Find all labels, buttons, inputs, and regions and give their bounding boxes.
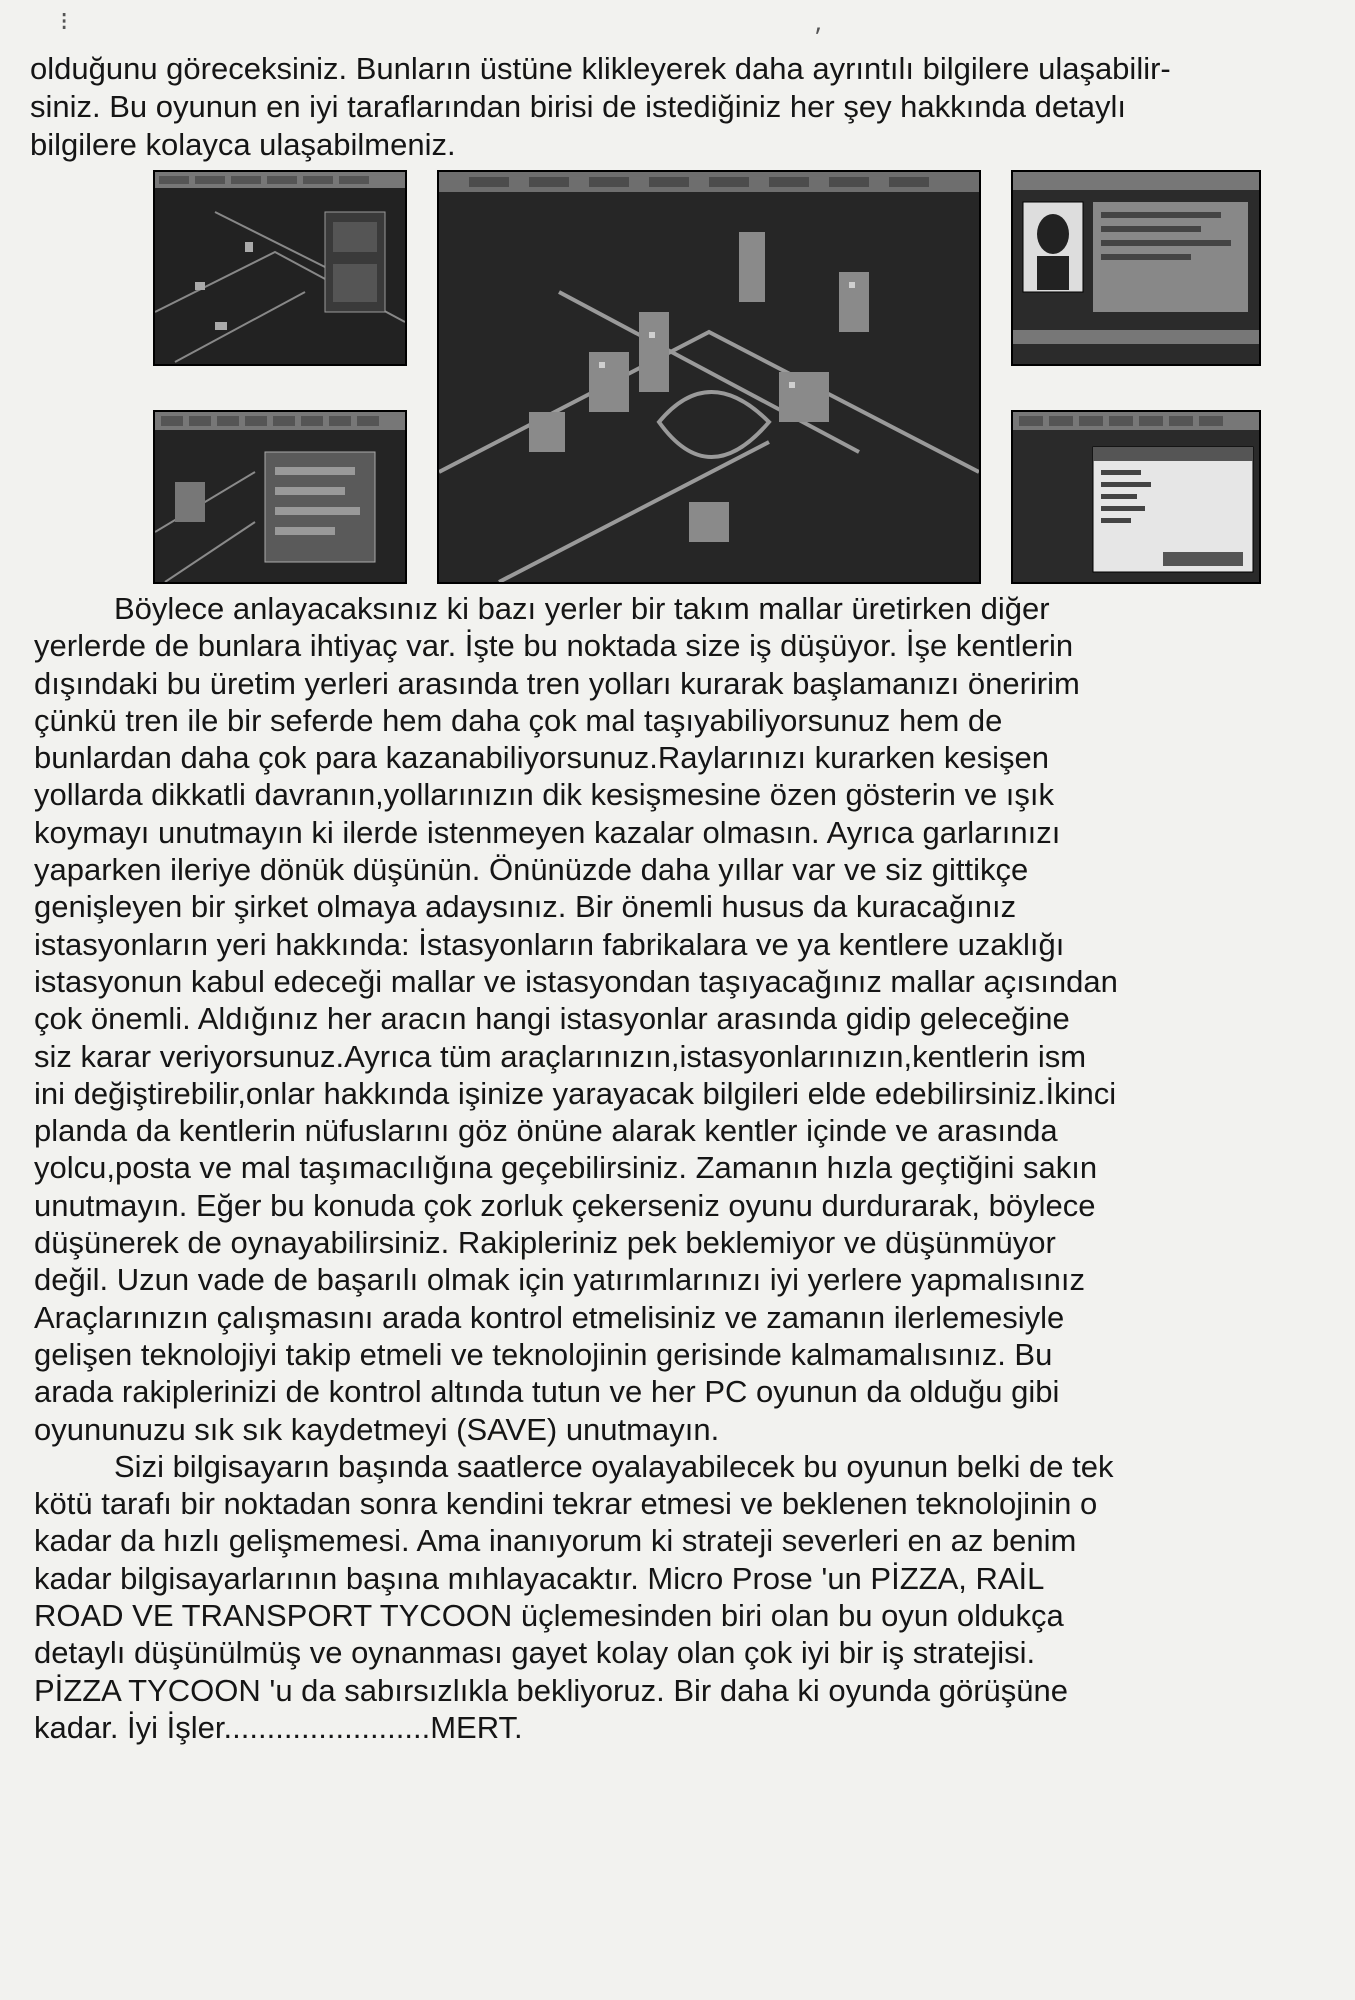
paragraph-line: planda da kentlerin nüfuslarını göz önüne alarak kentler içinde ve arasında: [34, 1113, 1058, 1149]
paragraph-line: kadar bilgisayarlarının başına mıhlayacaktır. Micro Prose 'un PİZZA, RAİL: [34, 1560, 1045, 1596]
paragraph-line: yerlerde de bunlara ihtiyaç var. İşte bu noktada size iş düşüyor. İşe kentlerin: [34, 628, 1074, 664]
paragraph-line: unutmayın. Eğer bu konuda çok zorluk çekerseniz oyunu durdurarak, böylece: [34, 1187, 1096, 1223]
paragraph-line: siz karar veriyorsunuz.Ayrıca tüm araçlarınızın,istasyonlarınızın,kentlerin ism: [34, 1038, 1087, 1074]
paragraph-line: düşünerek de oynayabilirsiniz. Rakipleriniz pek beklemiyor ve düşünmüyor: [34, 1225, 1056, 1261]
intro-text: [30, 50, 1320, 164]
paragraph-line: kadar da hızlı gelişmemesi. Ama inanıyorum ki strateji severleri en az benim: [34, 1523, 1077, 1559]
paragraph-line: yollarda dikkatli davranın,yollarınızın dik kesişmesine özen gösterin ve ışık: [34, 777, 1055, 813]
scan-mark-center: ⸴: [815, 10, 822, 40]
paragraph-line: değil. Uzun vade de başarılı olmak için yatırımlarınızı iyi yerlere yapmalısınız: [34, 1262, 1085, 1298]
paragraph-line: istasyonun kabul edeceği mallar ve istasyondan taşıyacağınız mallar açısından: [34, 963, 1118, 999]
signature-line: kadar. İyi İşler........................MERT.: [34, 1709, 523, 1745]
scan-mark-left: ⁝: [60, 6, 69, 36]
paragraph-line: çünkü tren ile bir seferde hem daha çok mal taşıyabiliyorsunuz hem de: [34, 702, 1003, 738]
paragraph-line: Araçlarınızın çalışmasını arada kontrol etmelisiniz ve zamanın ilerlemesiyle: [34, 1299, 1065, 1335]
paragraph-line: istasyonların yeri hakkında: İstasyonların fabrikalara ve ya kentlere uzaklığı: [34, 926, 1065, 962]
game-screenshot-bottom-right-vehicles: [1011, 410, 1261, 584]
paragraph-line: ROAD VE TRANSPORT TYCOON üçlemesinden biri olan bu oyun oldukça: [34, 1598, 1064, 1634]
paragraph-line: Sizi bilgisayarın başında saatlerce oyalayabilecek bu oyunun belki de tek: [114, 1448, 1114, 1484]
game-screenshot-top-right-portrait: [1011, 170, 1261, 366]
intro-line: siniz. Bu oyunun en iyi taraflarından birisi de istediğiniz her şey hakkında detaylı: [30, 89, 1126, 124]
paragraph-line: kötü tarafı bir noktadan sonra kendini tekrar etmesi ve beklenen teknolojinin o: [34, 1486, 1098, 1522]
intro-line: bilgilere kolayca ulaşabilmeniz.: [30, 127, 456, 162]
paragraph-line: genişleyen bir şirket olmaya adaysınız. Bir önemli husus da kuracağınız: [34, 889, 1017, 925]
paragraph-line: detaylı düşünülmüş ve oynanması gayet kolay olan çok iyi bir iş stratejisi.: [34, 1635, 1036, 1671]
paragraph-line: ini değiştirebilir,onlar hakkında işinize yarayacak bilgileri elde edebilirsiniz.İkinci: [34, 1075, 1117, 1111]
game-screenshot-center-city: [437, 170, 981, 584]
game-screenshot-bottom-left: [153, 410, 407, 584]
scan-marks: [0, 6, 1355, 40]
paragraph-line: yolcu,posta ve mal taşımacılığına geçebilirsiniz. Zamanın hızla geçtiğini sakın: [34, 1150, 1098, 1186]
paragraph-line: koymayı unutmayın ki ilerde istenmeyen kazalar olmasın. Ayrıca garlarınızı: [34, 814, 1061, 850]
paragraph-line: Böylece anlayacaksınız ki bazı yerler bir takım mallar üretirken diğer: [114, 591, 1050, 626]
paragraph-line: dışındaki bu üretim yerleri arasında tren yolları kurarak başlamanızı öneririm: [34, 665, 1080, 701]
paragraph-line: oyununuzu sık sık kaydetmeyi (SAVE) unutmayın.: [34, 1411, 720, 1447]
article-body: [34, 590, 1324, 1746]
paragraph-line: PİZZA TYCOON 'u da sabırsızlıkla bekliyoruz. Bir daha ki oyunda görüşüne: [34, 1672, 1068, 1708]
paragraph-line: yaparken ileriye dönük düşünün. Önünüzde daha yıllar var ve siz gittikçe: [34, 852, 1029, 888]
intro-line: olduğunu göreceksiniz. Bunların üstüne klikleyerek daha ayrıntılı bilgilere ulaşabilir-: [30, 51, 1171, 86]
paragraph-line: arada rakiplerinizi de kontrol altında tutun ve her PC oyunun da olduğu gibi: [34, 1374, 1060, 1410]
paragraph-line: bunlardan daha çok para kazanabiliyorsunuz.Raylarınızı kurarken kesişen: [34, 740, 1049, 776]
game-screenshot-top-left: [153, 170, 407, 366]
paragraph-line: çok önemli. Aldığınız her aracın hangi istasyonlar arasında gidip geleceğine: [34, 1001, 1070, 1037]
paragraph-line: gelişen teknolojiyi takip etmeli ve teknolojinin gerisinde kalmamalısınız. Bu: [34, 1336, 1053, 1372]
